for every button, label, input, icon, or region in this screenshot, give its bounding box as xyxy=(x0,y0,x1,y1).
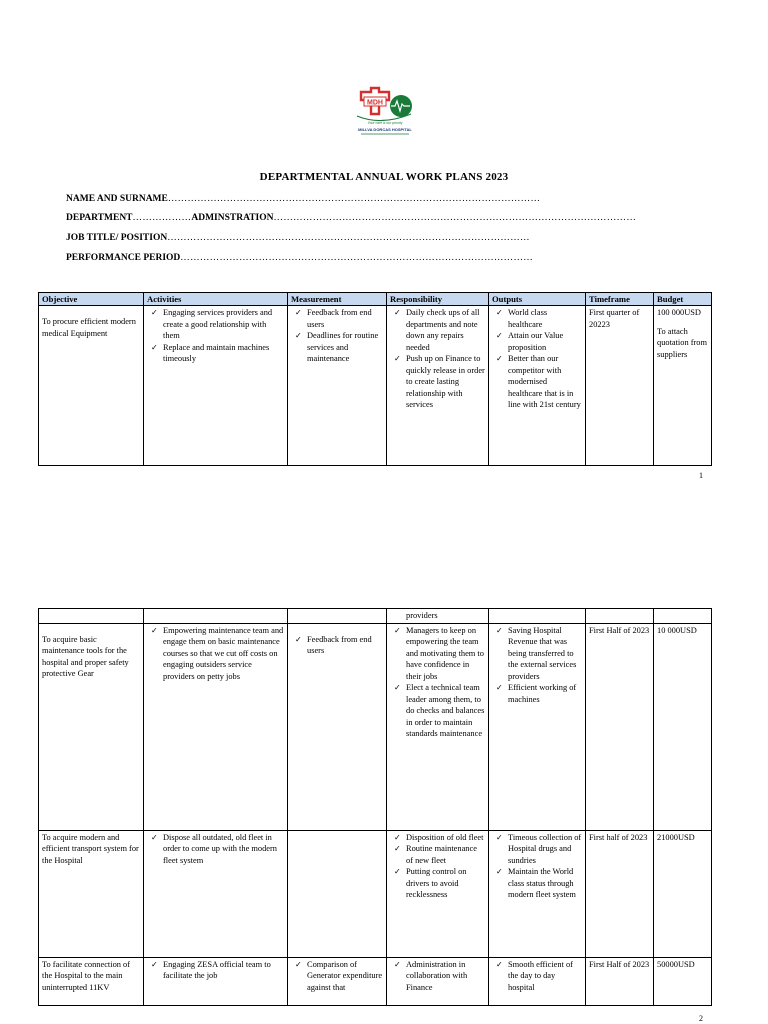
list-item: ✓ Maintain the World class status through modern fleet system xyxy=(492,866,582,901)
activities-cell xyxy=(144,306,288,466)
list-item: ✓ Feedback from end users xyxy=(291,634,383,657)
objective-text: To facilitate connection of the Hospital to the main uninterrupted 11KV xyxy=(42,959,131,992)
logo-caption: MILLVA DORCAS HOSPITAL xyxy=(358,127,412,132)
list-item: ✓ Feedback from end users xyxy=(291,307,383,330)
timeframe-text: First Half of 2023 xyxy=(589,959,650,969)
job-title-field xyxy=(66,233,530,243)
list-item: ✓ Elect a technical team leader among them, to do checks and balances in order to maintain standards maintenance xyxy=(390,682,485,740)
table-row xyxy=(39,830,712,957)
measurement-cell xyxy=(288,957,387,1005)
work-plan-table-page2 xyxy=(38,608,712,1006)
budget-cell xyxy=(654,306,712,466)
list-item: ✓ Attain our Value proposition xyxy=(492,330,582,353)
list-item: ✓ Empowering maintenance team and engage them on basic maintenance courses so that we cut off costs on engaging outsiders service providers on petty jobs xyxy=(147,625,284,683)
responsibility-cell xyxy=(387,623,489,830)
timeframe-cell xyxy=(586,957,654,1005)
list-item: ✓ Putting control on drivers to avoid recklessness xyxy=(390,866,485,901)
responsibility-cell xyxy=(387,306,489,466)
document-title: DEPARTMENTAL ANNUAL WORK PLANS 2023 xyxy=(259,171,509,183)
header-objective: Objective xyxy=(39,293,144,306)
list-item: ✓ Disposition of old fleet xyxy=(390,832,485,844)
list-item: ✓ Efficient working of machines xyxy=(492,682,582,705)
measurement-cell xyxy=(288,623,387,830)
activities-cell xyxy=(144,957,288,1005)
list-item: ✓ Comparison of Generator expenditure against that xyxy=(291,959,383,994)
outputs-cell xyxy=(489,306,586,466)
responsibility-cell xyxy=(387,957,489,1005)
header-budget: Budget xyxy=(654,293,712,306)
activities-cell xyxy=(144,623,288,830)
list-item: ✓ World class healthcare xyxy=(492,307,582,330)
list-item: ✓ Engaging services providers and create a good relationship with them xyxy=(147,307,284,342)
objective-cell xyxy=(39,623,144,830)
work-plan-table-page1 xyxy=(38,292,712,466)
budget-note: To attach quotation from suppliers xyxy=(657,326,708,359)
hospital-logo xyxy=(351,86,419,138)
department-dots-pre: ……………… xyxy=(132,213,192,223)
department-dots-post: ………………………………………………………………………………………………… xyxy=(273,213,637,223)
table-row xyxy=(39,609,712,624)
table-row xyxy=(39,957,712,1005)
measurement-cell xyxy=(288,830,387,957)
timeframe-text: First Half of 2023 xyxy=(589,625,650,635)
budget-cell xyxy=(654,623,712,830)
performance-period-dots: ……………………………………………………………………………………………… xyxy=(180,253,534,263)
timeframe-cell xyxy=(586,623,654,830)
job-title-label: JOB TITLE/ POSITION xyxy=(66,233,168,243)
responsibility-cell xyxy=(387,830,489,957)
logo-tagline: Your care is our priority xyxy=(367,121,403,125)
performance-period-field xyxy=(66,253,533,263)
table-header-row xyxy=(39,293,712,306)
table-row xyxy=(39,306,712,466)
list-item: ✓ Routine maintenance of new fleet xyxy=(390,843,485,866)
objective-cell xyxy=(39,957,144,1005)
list-item: ✓ Better than our competitor with modernised healthcare that is in line with 21st century xyxy=(492,353,582,411)
objective-text: To acquire modern and efficient transport system for the Hospital xyxy=(42,832,139,865)
list-item: ✓ Engaging ZESA official team to facilitate the job xyxy=(147,959,284,982)
department-value: ADMINSTRATION xyxy=(191,213,274,223)
outputs-cell xyxy=(489,623,586,830)
header-responsibility: Responsibility xyxy=(387,293,489,306)
list-item: ✓ Replace and maintain machines timeously xyxy=(147,342,284,365)
header-measurement: Measurement xyxy=(288,293,387,306)
budget-text: 10 000USD xyxy=(657,625,697,635)
timeframe-text: First quarter of 20223 xyxy=(589,308,640,329)
name-field xyxy=(66,194,540,204)
budget-text: 50000USD xyxy=(657,959,695,969)
activities-cell xyxy=(144,830,288,957)
timeframe-cell xyxy=(586,830,654,957)
performance-period-label: PERFORMANCE PERIOD xyxy=(66,253,181,263)
list-item: ✓ Dispose all outdated, old fleet in order to come up with the modern fleet system xyxy=(147,832,284,867)
list-item: ✓ Managers to keep on empowering the team and motivating them to have confidence in their jobs xyxy=(390,625,485,683)
name-dots: …………………………………………………………………………………………………… xyxy=(167,194,541,204)
list-item: ✓ Timeous collection of Hospital drugs and sundries xyxy=(492,832,582,867)
timeframe-text: First half of 2023 xyxy=(589,832,648,842)
name-label: NAME AND SURNAME xyxy=(66,194,168,204)
page-number: 2 xyxy=(699,1014,703,1023)
header-timeframe: Timeframe xyxy=(586,293,654,306)
table-row xyxy=(39,623,712,830)
budget-text: 21000USD xyxy=(657,832,695,842)
header-activities: Activities xyxy=(144,293,288,306)
objective-text: To procure efficient modern medical Equipment xyxy=(42,317,136,338)
header-outputs: Outputs xyxy=(489,293,586,306)
list-item: ✓ Daily check ups of all departments and note down any repairs needed xyxy=(390,307,485,353)
objective-cell xyxy=(39,830,144,957)
timeframe-cell xyxy=(586,306,654,466)
page-number: 1 xyxy=(699,471,703,480)
budget-cell xyxy=(654,830,712,957)
outputs-cell xyxy=(489,830,586,957)
outputs-cell xyxy=(489,957,586,1005)
objective-cell xyxy=(39,306,144,466)
list-item: ✓ Smooth efficient of the day to day hospital xyxy=(492,959,582,994)
list-item: ✓ Administration in collaboration with Finance xyxy=(390,959,485,994)
list-item: ✓ Saving Hospital Revenue that was being transferred to the external services providers xyxy=(492,625,582,683)
list-item: ✓ Push up on Finance to quickly release in order to create lasting relationship with services xyxy=(390,353,485,411)
department-field xyxy=(66,213,636,223)
department-label: DEPARTMENT xyxy=(66,213,133,223)
measurement-cell xyxy=(288,306,387,466)
responsibility-continuation: providers xyxy=(387,609,489,624)
job-title-dots: ………………………………………………………………………………………………… xyxy=(167,233,530,243)
budget-cell xyxy=(654,957,712,1005)
objective-text: To acquire basic maintenance tools for the hospital and proper safety protective Gear xyxy=(42,634,129,678)
logo-text: MDH xyxy=(367,99,383,107)
list-item: ✓ Deadlines for routine services and maintenance xyxy=(291,330,383,365)
budget-text: 100 000USD xyxy=(657,308,701,317)
